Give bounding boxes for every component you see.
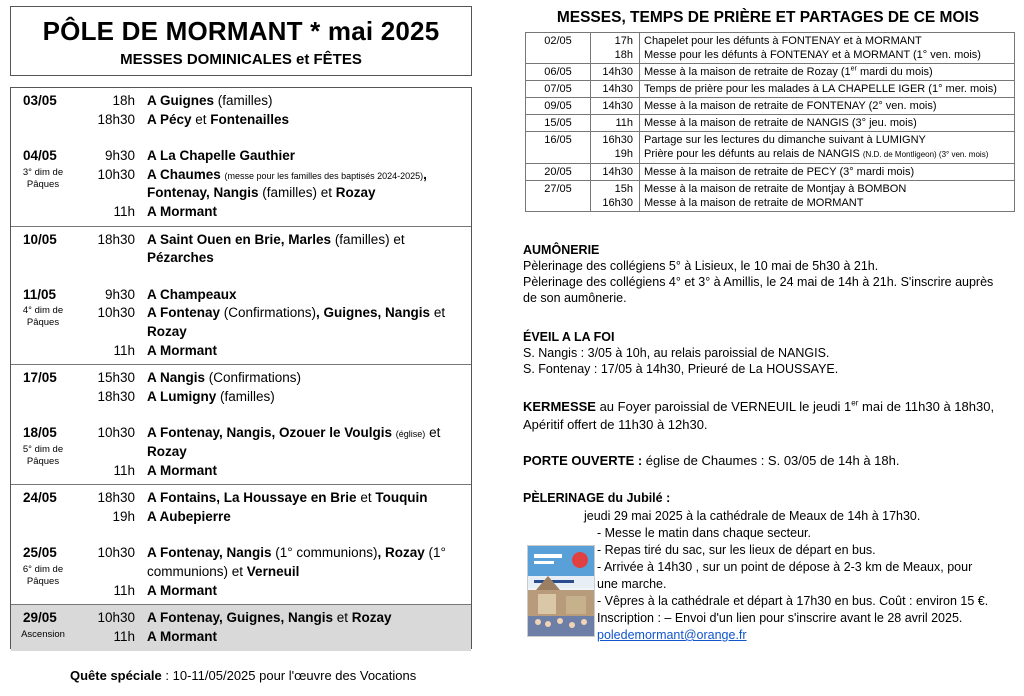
event-row <box>526 81 1015 98</box>
mass-line <box>11 443 471 467</box>
mass-date: 24/05 <box>23 490 57 506</box>
mass-place: Pézarches <box>147 250 214 266</box>
mass-line <box>11 583 471 601</box>
jubile-item: - Repas tiré du sac, sur les lieux de départ en bus. <box>597 543 876 557</box>
jubile-poster-image <box>527 545 595 637</box>
events-title: MESSES, TEMPS DE PRIÈRE ET PARTAGES DE CE MOIS <box>556 9 980 26</box>
mass-line <box>11 250 471 268</box>
aumonerie-line: Pèlerinage des collégiens 5° à Lisieux, le 10 mai de 5h30 à 21h. <box>523 259 879 273</box>
porte-ouverte-section <box>523 453 1013 469</box>
jubile-heading: PÈLERINAGE du Jubilé : <box>523 491 671 505</box>
event-row <box>526 164 1015 181</box>
event-row <box>526 132 1015 164</box>
event-description: Messe à la maison de retraite de FONTENAY (2° ven. mois) <box>640 98 1015 115</box>
mass-line <box>11 509 471 527</box>
kermesse-label: KERMESSE <box>523 399 596 414</box>
porte-ouverte-text: église de Chaumes : S. 03/05 de 14h à 18h. <box>642 453 900 468</box>
event-time: 16h30 19h <box>591 132 640 164</box>
mass-place: Fontenay, Nangis (familles) et Rozay <box>147 185 376 201</box>
mass-line <box>11 629 471 647</box>
jubile-item: une marche. <box>597 577 667 591</box>
mass-time: 10h30 <box>97 166 135 182</box>
event-description: Partage sur les lectures du dimanche suivant à LUMIGNY Prière pour les défunts au relais de NANGIS (N.D. de Montligeon) (3° ven. mois) <box>640 132 1015 164</box>
jubile-item: - Messe le matin dans chaque secteur. <box>597 526 812 540</box>
mass-time: 10h30 <box>97 545 135 561</box>
mass-time: 15h30 <box>97 370 135 386</box>
event-description: Messe à la maison de retraite de PECY (3° mardi mois) <box>640 164 1015 181</box>
jubile-item: Inscription : – Envoi d'un lien pour s'inscrire avant le 28 avril 2025. <box>597 611 963 625</box>
event-description: Temps de prière pour les malades à LA CHAPELLE IGER (1° mer. mois) <box>640 81 1015 98</box>
kermesse-section <box>523 398 1013 434</box>
jubile-details <box>597 525 1007 644</box>
masses-block <box>11 88 471 227</box>
mass-line <box>11 545 471 563</box>
mass-line <box>11 185 471 203</box>
mass-time: 9h30 <box>104 148 135 164</box>
mass-line <box>11 305 471 329</box>
mass-line <box>11 490 471 508</box>
mass-line <box>11 148 471 166</box>
mass-place: A Mormant <box>147 204 217 219</box>
mass-line <box>11 343 471 361</box>
aumonerie-section <box>523 242 1013 306</box>
mass-date: 25/05 <box>23 545 57 561</box>
page-title: PÔLE DE MORMANT * mai 2025 <box>42 16 440 46</box>
mass-date: 03/05 <box>23 93 57 108</box>
mass-line <box>11 232 471 250</box>
event-time: 14h30 <box>591 81 640 98</box>
mass-liturgical-day: 4° dim de Pâques <box>22 305 64 329</box>
eveil-line: S. Nangis : 3/05 à 10h, au relais paroissial de NANGIS. <box>523 346 830 360</box>
event-time: 17h 18h <box>591 33 640 64</box>
mass-place: A Mormant <box>147 628 217 644</box>
mass-time: 9h30 <box>104 286 135 302</box>
event-date: 20/05 <box>526 164 591 181</box>
mass-time: 11h <box>113 582 135 598</box>
mass-place: A Fontenay (Confirmations), Guignes, Nangis et <box>147 305 446 321</box>
mass-line <box>11 204 471 222</box>
mass-line <box>11 389 471 407</box>
title-box <box>10 6 472 76</box>
event-row <box>526 115 1015 132</box>
mass-liturgical-day: Ascension <box>21 628 65 640</box>
mass-place: A Mormant <box>147 582 217 598</box>
event-description: Messe à la maison de retraite de Montjay à BOMBON Messe à la maison de retraite de MORMANT <box>640 181 1015 212</box>
mass-time: 10h30 <box>97 305 135 321</box>
event-time: 15h 16h30 <box>591 181 640 212</box>
event-date: 16/05 <box>526 132 591 164</box>
mass-place: A Fontenay, Nangis, Ozouer le Voulgis (église) et <box>147 425 441 441</box>
event-time: 11h <box>591 115 640 132</box>
mass-liturgical-day: 5° dim de Pâques <box>22 443 64 467</box>
mass-date: 18/05 <box>23 425 57 441</box>
event-date: 02/05 <box>526 33 591 64</box>
event-description: Messe à la maison de retraite de Rozay (1er mardi du mois) <box>640 64 1015 81</box>
event-time: 14h30 <box>591 98 640 115</box>
mass-place: A Champeaux <box>147 286 237 302</box>
eveil-line: S. Fontenay : 17/05 à 14h30, Prieuré de La HOUSSAYE. <box>523 362 839 376</box>
mass-line <box>11 463 471 481</box>
kermesse-line2: Apéritif offert de 11h30 à 12h30. <box>523 417 708 432</box>
event-description: Chapelet pour les défunts à FONTENAY et à MORMANT Messe pour les défunts à FONTENAY et à MORMANT (1° ven. mois) <box>640 33 1015 64</box>
mass-liturgical-day: 6° dim de Pâques <box>22 563 64 587</box>
mass-liturgical-day: 3° dim de Pâques <box>22 166 64 190</box>
event-row <box>526 64 1015 81</box>
jubile-intro: jeudi 29 mai 2025 à la cathédrale de Meaux de 14h à 17h30. <box>584 509 921 523</box>
mass-line <box>11 425 471 443</box>
sunday-masses-table <box>10 87 472 649</box>
masses-block <box>11 485 471 605</box>
mass-place: A Lumigny (familles) <box>147 388 275 404</box>
event-row <box>526 98 1015 115</box>
event-description: Messe à la maison de retraite de NANGIS (3° jeu. mois) <box>640 115 1015 132</box>
mass-place: A Guignes (familles) <box>147 93 273 108</box>
mass-place: A Fontenay, Nangis (1° communions), Rozay (1° <box>147 545 446 561</box>
mass-line <box>11 287 471 305</box>
jubile-item: - Vêpres à la cathédrale et départ à 17h30 en bus. Coût : environ 15 €. <box>597 594 989 608</box>
event-time: 14h30 <box>591 164 640 181</box>
mass-time: 18h30 <box>97 231 135 247</box>
event-date: 15/05 <box>526 115 591 132</box>
mass-time: 10h30 <box>97 610 135 626</box>
kermesse-text: au Foyer paroissial de VERNEUIL le jeudi 1er mai de 11h30 à 18h30, <box>595 398 995 414</box>
mass-date: 17/05 <box>23 370 57 386</box>
mass-line <box>11 324 471 342</box>
mass-place: A Aubepierre <box>147 508 231 524</box>
special-collection-note <box>70 668 416 683</box>
mass-date: 11/05 <box>23 286 57 302</box>
jubile-item: - Arrivée à 14h30 , sur un point de dépose à 2-3 km de Meaux, pour <box>597 560 973 574</box>
event-date: 07/05 <box>526 81 591 98</box>
mass-time: 18h30 <box>97 388 135 404</box>
event-date: 06/05 <box>526 64 591 81</box>
mass-date: 04/05 <box>23 148 57 164</box>
event-time: 14h30 <box>591 64 640 81</box>
mass-line <box>11 370 471 388</box>
porte-ouverte-label: PORTE OUVERTE : <box>523 453 643 468</box>
mass-time: 11h <box>113 462 135 478</box>
mass-time: 18h30 <box>97 490 135 506</box>
masses-block <box>11 227 471 366</box>
masses-block <box>11 605 471 651</box>
mass-place: A Fontenay, Guignes, Nangis et Rozay <box>147 610 392 626</box>
mass-time: 18h <box>112 93 135 108</box>
aumonerie-line: Pèlerinage des collégiens 4° et 3° à Amillis, le 24 mai de 14h à 21h. S'inscrire auprès <box>523 275 994 289</box>
mass-line <box>11 166 471 190</box>
mass-time: 11h <box>113 628 135 644</box>
events-table <box>525 32 1015 212</box>
mass-place: A Saint Ouen en Brie, Marles (familles) et <box>147 231 405 247</box>
mass-place: communions) et Verneuil <box>147 563 300 579</box>
aumonerie-heading: AUMÔNERIE <box>523 243 600 257</box>
mass-place: Rozay <box>147 443 187 459</box>
event-row <box>526 181 1015 212</box>
mass-place: Rozay <box>147 323 187 339</box>
mass-place: A La Chapelle Gauthier <box>147 148 296 164</box>
mass-time: 19h <box>112 508 135 524</box>
eveil-section <box>523 329 1013 377</box>
mass-place: A Pécy et Fontenailles <box>147 111 290 127</box>
event-date: 09/05 <box>526 98 591 115</box>
mass-place: A Chaumes (messe pour les familles des baptisés 2024-2025), <box>147 166 427 182</box>
mass-place: A Mormant <box>147 462 217 478</box>
event-row <box>526 33 1015 64</box>
special-collection-label: Quête spéciale <box>70 668 162 683</box>
mass-line <box>11 112 471 130</box>
masses-block <box>11 365 471 485</box>
page-subtitle: MESSES DOMINICALES et FÊTES <box>120 51 362 68</box>
eveil-heading: ÉVEIL A LA FOI <box>523 330 615 344</box>
mass-place: A Fontains, La Houssaye en Brie et Touquin <box>147 490 428 506</box>
mass-time: 18h30 <box>97 111 135 127</box>
contact-email-link[interactable]: poledemormant@orange.fr <box>597 628 747 642</box>
mass-date: 10/05 <box>23 231 57 247</box>
mass-place: A Nangis (Confirmations) <box>147 370 302 386</box>
event-date: 27/05 <box>526 181 591 212</box>
mass-time: 11h <box>113 204 135 219</box>
mass-time: 10h30 <box>97 425 135 441</box>
mass-line <box>11 610 471 628</box>
mass-date: 29/05 <box>23 610 57 626</box>
aumonerie-line: de son aumônerie. <box>523 291 627 305</box>
mass-time: 11h <box>113 342 135 358</box>
special-collection-text: : 10-11/05/2025 pour l'œuvre des Vocations <box>161 668 417 683</box>
mass-line <box>11 563 471 587</box>
mass-line <box>11 93 471 111</box>
jubile-heading-wrap <box>523 490 1013 506</box>
mass-place: A Mormant <box>147 342 217 358</box>
